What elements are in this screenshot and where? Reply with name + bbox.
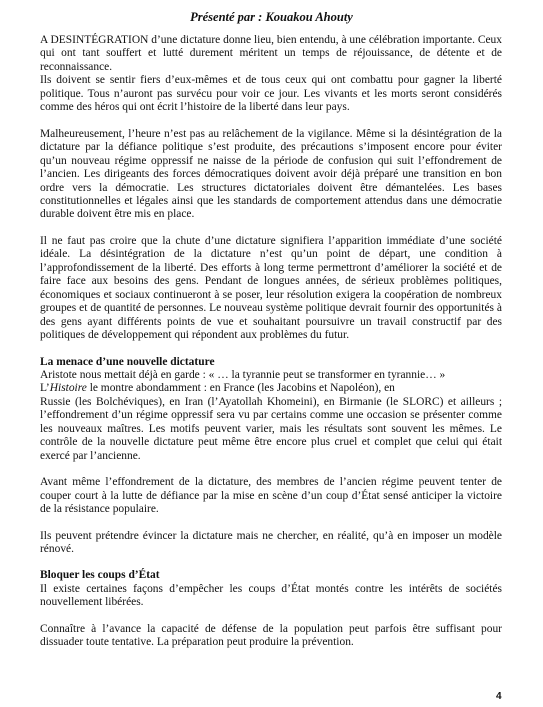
section-heading-new-dictatorship: La menace d’une nouvelle dictature <box>40 355 215 368</box>
history-italic: Histoire <box>49 382 87 395</box>
document-body <box>40 34 502 650</box>
paragraph-renewed-model: Ils peuvent prétendre évincer la dictature mais ne chercher, en réalité, qu’à en imposer un modèle rénové. <box>40 529 502 555</box>
section-heading-block-coups: Bloquer les coups d’État <box>40 569 160 582</box>
paragraph-defense-capacity: Connaître à l’avance la capacité de défense de la population peut parfois être suffisant pour dissuader toute tentative. La préparation peut produire la prévention. <box>40 622 502 649</box>
paragraph-intro: A DESINTÉGRATION d’une dictature donne lieu, bien entendu, à une célébration importante. Ceux qui ont tant souffert et lutté durement méritent un temps de réjouissance, de détente et de reconnaissance. <box>40 34 502 73</box>
paragraph-heroes: Ils doivent se sentir fiers d’eux-mêmes et de tous ceux qui ont combattu pour gagner la liberté politique. Tous n’auront pas survécu pour voir ce jour. Les vivants et les morts seront considérés comme des héros qui ont écrit l’histoire de la liberté dans leur pays. <box>40 74 502 114</box>
paragraph-aristote-quote: Aristote nous mettait déjà en garde : « … la tyrannie peut se transformer en tyrannie… » <box>40 368 446 381</box>
paragraph-coup-risk: Avant même l’effondrement de la dictature, des membres de l’ancien régime peuvent tenter de couper court à la lutte de défiance par la mise en scène d’un coup d’État sensé anticiper la victoire de la résistance populaire. <box>40 476 502 516</box>
paragraph-examples: Russie (les Bolchéviques), en Iran (l’Ayatollah Khomeini), en Birmanie (le SLORC) et ailleurs ; l’effondrement d’un régime oppressif sera vu par certains comme une occasion se présenter comme les nouveaux maîtres. Les motifs peuvent varier, mais les résultats sont souvent les mêmes. Le contrôle de la nouvelle dictature peut même être encore plus cruel et complet que celui qui était exercé par l’ancienne. <box>40 395 502 462</box>
paragraph-history-line <box>40 382 502 395</box>
paragraph-vigilance: Malheureusement, l’heure n’est pas au relâchement de la vigilance. Même si la désintégration de la dictature par la défiance politique s’est produite, des précautions s’imposent encore pour éviter qu’un nouveau régime oppressif ne naisse de la période de confusion qui suit l’effondrement de l’ancien. Les dirigeants des forces démocratiques doivent avoir déjà préparé une transition en bon ordre vers la démocratie. Les structures dictatoriales doivent être démantelées. Les bases constitutionnelles et légales ainsi que les standards de comportement attendus dans une démocratie durable doivent être mis en place. <box>40 127 502 221</box>
page-number: 4 <box>496 691 502 702</box>
history-rest: le montre abondamment : en France (les Jacobins et Napoléon), en <box>86 382 395 395</box>
paragraph-ideal-society: Il ne faut pas croire que la chute d’une dictature signifiera l’apparition immédiate d’une société idéale. La désintégration de la dictature n’est qu’un point de départ, une condition à l’approfondissement de la liberté. Des efforts à long terme permettront d’améliorer la société et de faire face aux besoins des gens. Pendant de longues années, de sérieux problèmes politiques, économiques et sociaux continueront à se poser, leur résolution exigera la coopération de nombreux groupes et de quantité de personnes. Le nouveau système politique devrait fournir des opportunités à des gens ayant différents points de vue et souhaitant poursuivre un travail constructif par des politiques de développement qui répondent aux problèmes du futur. <box>40 234 502 342</box>
page-header: Présenté par : Kouakou Ahouty <box>190 10 353 24</box>
paragraph-prevent-coups: Il existe certaines façons d’empêcher les coups d’État montés contre les intérêts de sociétés nouvellement libérées. <box>40 582 502 609</box>
history-prefix: L’ <box>40 382 50 395</box>
